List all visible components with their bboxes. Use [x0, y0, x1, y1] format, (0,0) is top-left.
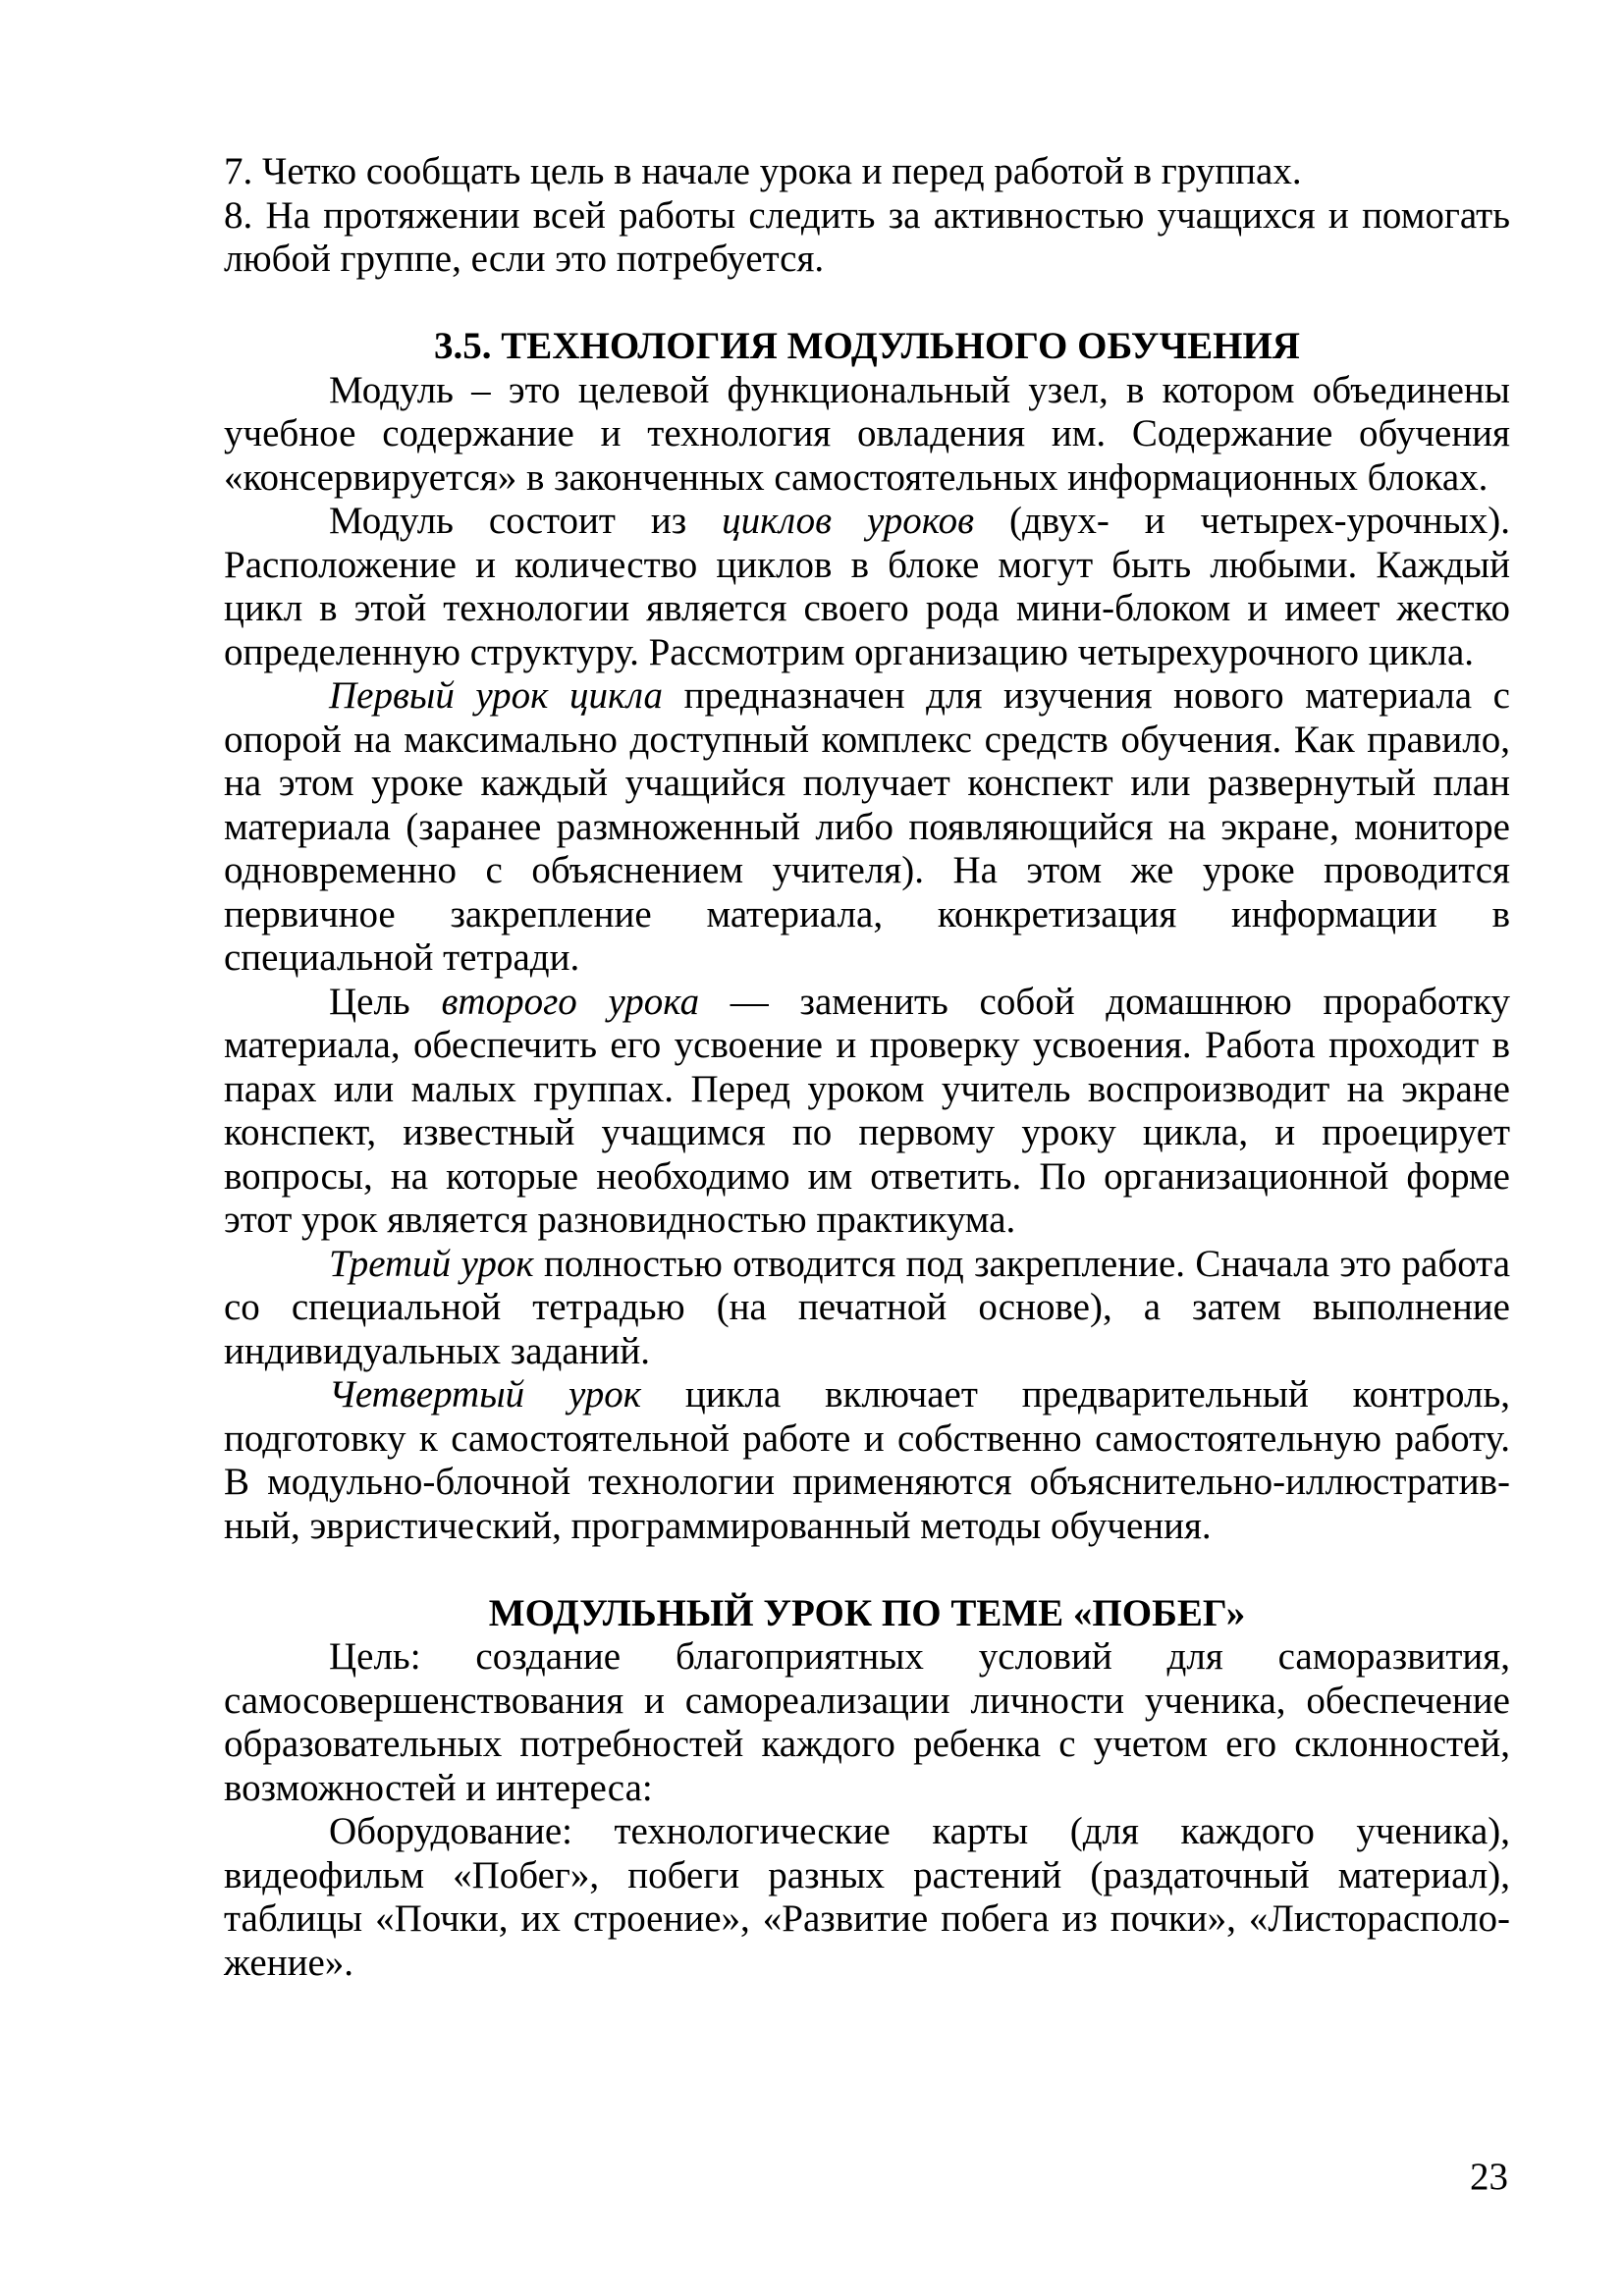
text-run: подготовку к самостоятельной работе и собственно самостоятельную работу. [224, 1416, 1510, 1460]
text-line [224, 1068, 1510, 1112]
text-run: Модуль состоит из [329, 500, 723, 542]
text-line [224, 1942, 1510, 1986]
text-run: ный, эвристический, программированный методы обучения. [224, 1504, 1212, 1547]
italic-text: Третий урок [329, 1242, 534, 1285]
text-line [224, 500, 1510, 544]
text-run: учебное содержание и технология овладения им. Содержание обучения [224, 412, 1510, 454]
text-run: Оборудование: технологические карты (для каждого ученика), [329, 1810, 1510, 1852]
paragraph [224, 1635, 1510, 1810]
paragraph [224, 1810, 1510, 1985]
text-run: определенную структуру. Рассмотрим организацию четырехурочного цикла. [224, 630, 1475, 673]
text-line [224, 1373, 1510, 1417]
text-run: полностью отводится под закрепление. Сначала это работа [533, 1242, 1511, 1285]
text-run: материала, обеспечить его усвоение и проверку усвоения. Работа проходит в [224, 1024, 1510, 1066]
italic-text: второго урока [441, 980, 700, 1023]
text-line [224, 1854, 1510, 1898]
text-line [224, 1505, 1510, 1549]
text-run: со специальной тетрадью (на печатной основе), а затем выполнение [224, 1286, 1510, 1328]
text-run: одновременно с объяснением учителя). На этом же уроке проводится [224, 849, 1510, 891]
text-line [224, 1330, 1510, 1374]
text-run: Цель: создание благоприятных условий для саморазвития, [329, 1635, 1510, 1678]
section-heading: МОДУЛЬНЫЙ УРОК ПО ТЕМЕ «ПОБЕГ» [488, 1591, 1246, 1634]
text-run: конспект, известный учащимся по первому уроку цикла, и проецирует [224, 1111, 1510, 1153]
text-run: самосовершенствования и самореализации личности ученика, обеспечение [224, 1679, 1510, 1722]
text-line [224, 1024, 1510, 1068]
text-run: вопросы, на которые необходимо им ответить. По организационной форме [224, 1154, 1510, 1198]
paragraph [224, 194, 1510, 282]
text-line [224, 1810, 1510, 1854]
text-line [224, 1723, 1510, 1767]
text-line [224, 1767, 1510, 1811]
document-content [224, 150, 1510, 1985]
text-run: 8. На протяжении всей работы следить за активностью учащихся и помогать [224, 193, 1510, 237]
text-line [224, 719, 1510, 763]
text-line [224, 1680, 1510, 1724]
text-run: видеофильм «Побег», побеги разных растений (раздаточный материал), [224, 1853, 1510, 1896]
text-line [224, 936, 1510, 981]
text-line [224, 412, 1510, 456]
text-run: (двух- и четырех-урочных). [974, 500, 1510, 542]
paragraph [224, 674, 1510, 981]
text-run: цикл в этой технологии является своего рода мини-блоком и имеет жестко [224, 587, 1510, 629]
text-line [224, 1155, 1510, 1200]
text-run: Цель [329, 980, 442, 1023]
section-heading: 3.5. ТЕХНОЛОГИЯ МОДУЛЬНОГО ОБУЧЕНИЯ [434, 325, 1300, 367]
text-line [224, 1417, 1510, 1462]
text-line [224, 762, 1510, 806]
text-line [224, 1461, 1510, 1505]
text-run: любой группе, если это потребуется. [224, 238, 825, 280]
text-run: материала (заранее размноженный либо появляющийся на экране, мониторе [224, 805, 1510, 848]
text-line [224, 1897, 1510, 1942]
paragraph [224, 150, 1510, 194]
text-line [224, 849, 1510, 893]
text-run: специальной тетради. [224, 936, 580, 979]
text-line [224, 1111, 1510, 1155]
text-line [224, 369, 1510, 413]
paragraph [224, 1373, 1510, 1548]
text-run: на этом уроке каждый учащийся получает конспект или развернутый план [224, 762, 1510, 804]
text-line [224, 806, 1510, 850]
text-run: предназначен для изучения нового материала с [663, 674, 1510, 717]
text-line [224, 238, 1510, 282]
text-line [224, 1199, 1510, 1243]
paragraph [224, 981, 1510, 1243]
text-line [224, 893, 1510, 937]
text-run: В модульно-блочной технологии применяются объяснительно-иллюстратив- [224, 1461, 1510, 1503]
text-line [224, 1286, 1510, 1330]
text-run: Модуль – это целевой функциональный узел, в котором объединены [329, 368, 1510, 411]
text-run: «консервируется» в законченных самостоятельных информационных блоках. [224, 455, 1489, 499]
italic-text: Четвертый урок [329, 1373, 641, 1415]
text-run: 7. Четко сообщать цель в начале урока и перед работой в группах. [224, 150, 1302, 192]
text-line [224, 150, 1510, 194]
italic-text: циклов уроков [722, 500, 974, 542]
paragraph [224, 1243, 1510, 1374]
page-number: 23 [1470, 2156, 1508, 2198]
text-run: — заменить собой домашнюю проработку [699, 980, 1510, 1023]
text-run: индивидуальных заданий. [224, 1329, 651, 1372]
text-run: парах или малых группах. Перед уроком учитель воспроизводит на экране [224, 1067, 1510, 1110]
text-line [224, 544, 1510, 588]
text-line [224, 1635, 1510, 1680]
text-run: цикла включает предварительный контроль, [641, 1373, 1510, 1415]
paragraph [224, 369, 1510, 501]
text-line [224, 1243, 1510, 1287]
text-run: жение». [224, 1941, 354, 1984]
text-line [224, 587, 1510, 631]
text-line [224, 981, 1510, 1025]
paragraph [224, 500, 1510, 674]
text-run: Расположение и количество циклов в блоке могут быть любыми. Каждый [224, 543, 1510, 586]
text-run: первичное закрепление материала, конкретизация информации в [224, 892, 1510, 935]
text-line [224, 631, 1510, 675]
text-line [224, 674, 1510, 719]
text-run: опорой на максимально доступный комплекс средств обучения. Как правило, [224, 718, 1510, 761]
text-run: образовательных потребностей каждого ребенка с учетом его склонностей, [224, 1723, 1510, 1765]
text-line [224, 194, 1510, 239]
text-line [224, 456, 1510, 501]
text-run: возможностей и интереса: [224, 1766, 653, 1809]
text-run: этот урок является разновидностью практикума. [224, 1199, 1016, 1241]
italic-text: Первый урок цикла [329, 674, 664, 717]
text-run: таблицы «Почки, их строение», «Развитие побега из почки», «Листорасполо- [224, 1897, 1510, 1940]
